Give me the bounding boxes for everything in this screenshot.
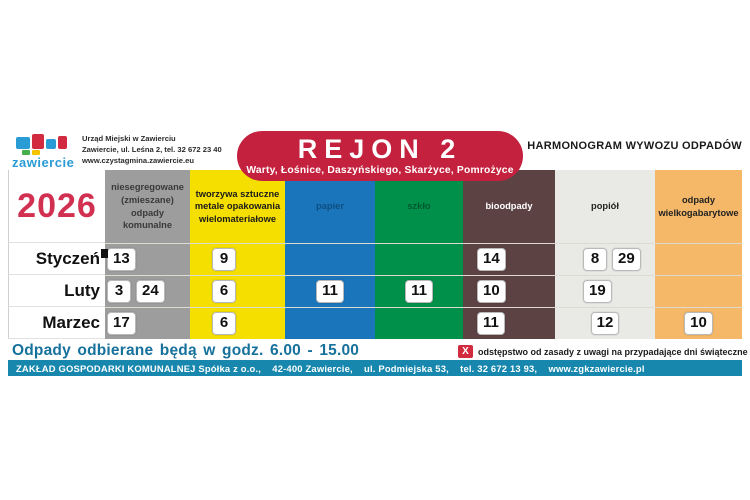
region-streets: Warty, Łośnice, Daszyńskiego, Skarżyce, Pomrożyce xyxy=(246,165,514,176)
cell-marzec-mixed xyxy=(105,307,190,339)
cell-luty-glass xyxy=(375,275,463,307)
schedule-table xyxy=(8,170,742,339)
cell-styczen-mixed xyxy=(105,243,190,275)
date-box: 6 xyxy=(212,280,236,303)
month-label-marzec: Marzec xyxy=(8,307,105,339)
date-box: 10 xyxy=(477,280,506,303)
office-address: Zawiercie, ul. Leśna 2, tel. 32 672 23 40 xyxy=(82,145,222,154)
year-label: 2026 xyxy=(17,186,97,225)
date-box: 17 xyxy=(107,312,136,335)
month-label-luty: Luty xyxy=(8,275,105,307)
date-box: 11 xyxy=(316,280,344,303)
cell-styczen-bulky xyxy=(655,243,742,275)
date-box: 3 xyxy=(107,280,131,303)
region-banner xyxy=(237,131,523,181)
region-title: REJON 2 xyxy=(297,134,463,164)
date-box: 9 xyxy=(212,248,236,271)
month-label-styczen: Styczeń xyxy=(8,243,105,275)
date-box: 29 xyxy=(612,248,641,271)
office-name: Urząd Miejski w Zawierciu xyxy=(82,134,176,143)
company-footer-bar: ZAKŁAD GOSPODARKI KOMUNALNEJ Spółka z o.o., 42-400 Zawiercie, ul. Podmiejska 53, tel. 32 672 13 93, www.zgkzawiercie.pl xyxy=(8,360,742,376)
cell-marzec-bulky xyxy=(655,307,742,339)
x-marker-icon: X xyxy=(458,345,473,358)
print-artifact-square xyxy=(101,249,108,258)
date-box: 13 xyxy=(107,248,136,271)
year-cell xyxy=(8,170,105,243)
cell-styczen-paper xyxy=(285,243,375,275)
column-header-plastic: tworzywa sztuczne metale opakowania wielomateriałowe xyxy=(190,170,285,243)
cell-styczen-glass xyxy=(375,243,463,275)
cell-styczen-bio xyxy=(463,243,555,275)
collection-hours-note: Odpady odbierane będą w godz. 6.00 - 15.00 xyxy=(12,342,360,359)
office-website: www.czystagmina.zawiercie.eu xyxy=(82,156,194,165)
logo-wordmark: zawiercie xyxy=(12,155,75,170)
cell-marzec-plastic xyxy=(190,307,285,339)
date-box: 11 xyxy=(477,312,505,335)
date-box: 14 xyxy=(477,248,506,271)
date-box: 19 xyxy=(583,280,612,303)
column-header-paper: papier xyxy=(285,170,375,243)
cell-marzec-glass xyxy=(375,307,463,339)
cell-marzec-ash xyxy=(555,307,655,339)
holiday-exception-note xyxy=(458,345,748,358)
cell-marzec-paper xyxy=(285,307,375,339)
cell-luty-bio xyxy=(463,275,555,307)
cell-luty-mixed xyxy=(105,275,190,307)
cell-luty-plastic xyxy=(190,275,285,307)
cell-styczen-ash xyxy=(555,243,655,275)
column-header-bulky: odpady wielkogabarytowe xyxy=(655,170,742,243)
cell-luty-bulky xyxy=(655,275,742,307)
column-header-bio: bioodpady xyxy=(463,170,555,243)
cell-styczen-plastic xyxy=(190,243,285,275)
column-header-ash: popiół xyxy=(555,170,655,243)
date-box: 12 xyxy=(591,312,620,335)
date-box: 11 xyxy=(405,280,433,303)
office-contact-block xyxy=(82,133,232,166)
date-box: 24 xyxy=(136,280,165,303)
column-header-glass: szkło xyxy=(375,170,463,243)
zawiercie-logo-icon xyxy=(16,134,74,149)
cell-marzec-bio xyxy=(463,307,555,339)
date-box: 8 xyxy=(583,248,607,271)
cell-luty-ash xyxy=(555,275,655,307)
cell-luty-paper xyxy=(285,275,375,307)
page-title: HARMONOGRAM WYWOZU ODPADÓW xyxy=(527,140,742,152)
date-box: 10 xyxy=(684,312,713,335)
column-header-mixed: niesegregowane (zmieszane) odpady komunalne xyxy=(105,170,190,243)
zawiercie-logo xyxy=(12,134,74,170)
date-box: 6 xyxy=(212,312,236,335)
holiday-exception-text: odstępstwo od zasady z uwagi na przypadające dni świąteczne xyxy=(478,346,748,357)
